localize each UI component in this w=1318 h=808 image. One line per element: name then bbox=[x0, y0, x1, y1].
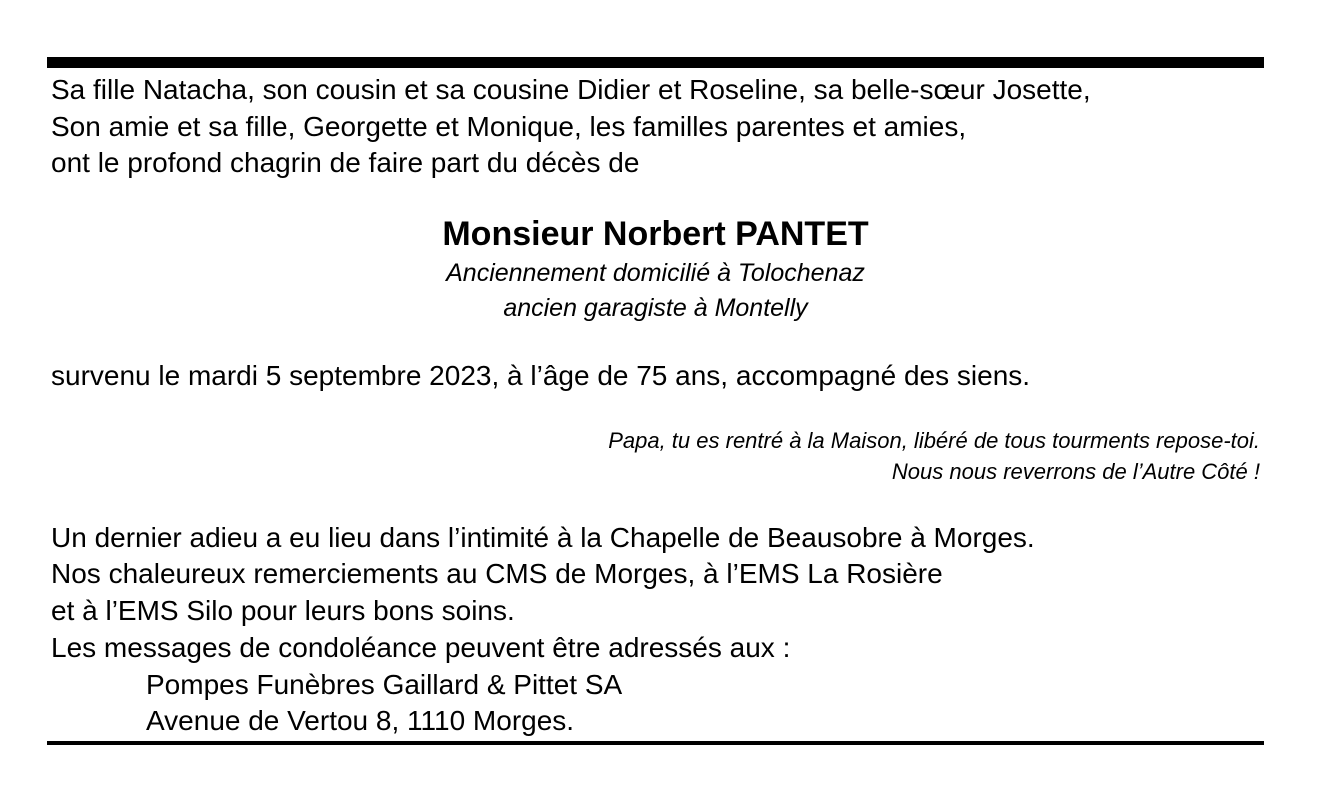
bottom-border-rule bbox=[47, 741, 1264, 745]
closing-line-4: Les messages de condoléance peuvent être adressés aux : bbox=[51, 632, 791, 663]
deceased-profession: ancien garagiste à Montelly bbox=[503, 294, 808, 322]
quote-line-1: Papa, tu es rentré à la Maison, libéré de tous tourments repose-toi. bbox=[608, 428, 1260, 453]
closing-line-1: Un dernier adieu a eu lieu dans l’intimité à la Chapelle de Beausobre à Morges. bbox=[51, 522, 1035, 553]
funeral-home-address: Avenue de Vertou 8, 1110 Morges. bbox=[146, 705, 575, 736]
deceased-residence: Anciennement domicilié à Tolochenaz bbox=[446, 259, 865, 287]
top-border-rule bbox=[47, 57, 1264, 68]
closing-line-3: et à l’EMS Silo pour leurs bons soins. bbox=[51, 595, 515, 626]
intro-line-1: Sa fille Natacha, son cousin et sa cousine Didier et Roseline, sa belle-sœur Josette, bbox=[51, 74, 1091, 105]
funeral-home-name: Pompes Funèbres Gaillard & Pittet SA bbox=[146, 669, 623, 700]
death-notice: survenu le mardi 5 septembre 2023, à l’âge de 75 ans, accompagné des siens. bbox=[51, 360, 1031, 391]
intro-line-2: Son amie et sa fille, Georgette et Monique, les familles parentes et amies, bbox=[51, 111, 967, 142]
intro-line-3: ont le profond chagrin de faire part du décès de bbox=[51, 147, 640, 178]
quote-line-2: Nous nous reverrons de l’Autre Côté ! bbox=[891, 459, 1260, 484]
deceased-name: Monsieur Norbert PANTET bbox=[442, 215, 869, 253]
closing-line-2: Nos chaleureux remerciements au CMS de Morges, à l’EMS La Rosière bbox=[51, 558, 943, 589]
